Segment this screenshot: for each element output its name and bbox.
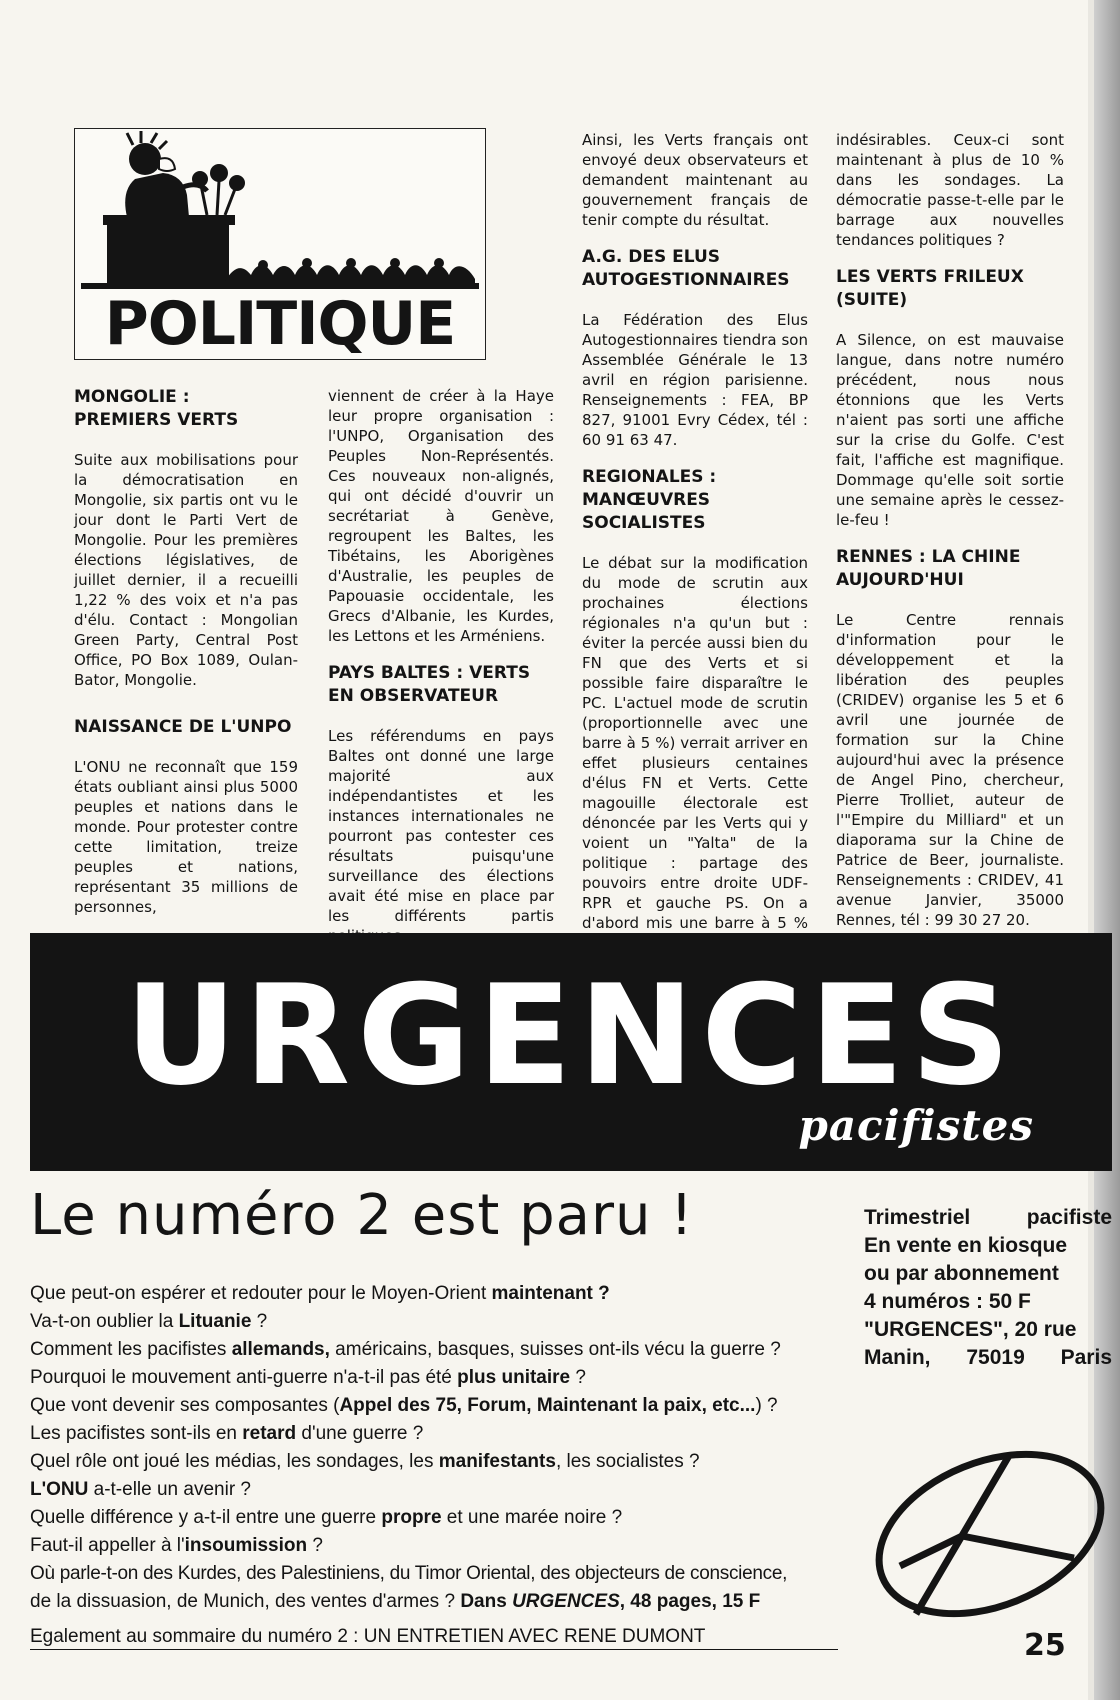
question-text: et une marée noire ? — [441, 1507, 623, 1528]
question-text: ? — [570, 1367, 586, 1388]
magazine-name: URGENCES — [512, 1591, 620, 1612]
question-line — [30, 1364, 850, 1392]
question-emphasis: L'ONU — [30, 1479, 89, 1500]
heading-line: AUJOURD'HUI — [836, 570, 964, 590]
question-text: ? — [307, 1535, 323, 1556]
frileux-heading — [836, 266, 1064, 312]
regionales-continued-text: indésirables. Ceux-ci sont maintenant à plus de 10 % dans les sondages. La démocratie passe-t-elle par le barrage aux nouvelles tendances politiques ? — [836, 131, 1064, 249]
question-emphasis: Dans — [460, 1591, 513, 1612]
question-text: Que vont devenir ses composantes ( — [30, 1395, 340, 1416]
info-word: ou par abonnement — [864, 1262, 1059, 1285]
info-word: Paris — [1060, 1346, 1112, 1369]
question-emphasis: allemands, — [231, 1339, 330, 1360]
politique-title: POLITIQUE — [104, 289, 456, 359]
question-text: Pourquoi le mouvement anti-guerre n'a-t-il pas été — [30, 1367, 458, 1388]
question-emphasis: Appel des 75, Forum, Maintenant la paix, etc... — [339, 1395, 756, 1416]
info-word: 4 numéros : 50 F — [864, 1290, 1031, 1313]
heading-line: SOCIALISTES — [582, 513, 706, 533]
question-line — [30, 1532, 850, 1560]
politique-header — [74, 128, 486, 360]
page-number: 25 — [1024, 1628, 1066, 1663]
baltes-continued-text: Ainsi, les Verts français ont envoyé deux observateurs et demandent maintenant au gouvernement français de tenir compte du résultat. — [582, 131, 808, 229]
question-text: ? — [251, 1311, 268, 1332]
column-1 — [74, 386, 298, 933]
question-line — [30, 1476, 850, 1504]
heading-line: EN OBSERVATEUR — [328, 686, 499, 706]
info-word: pacifiste — [1026, 1206, 1112, 1229]
question-line — [30, 1560, 850, 1588]
heading-line: MANŒUVRES — [582, 490, 711, 510]
info-word: 75019 — [966, 1346, 1025, 1369]
urgences-subtitle: pacifistes — [798, 1101, 1034, 1150]
question-line — [30, 1280, 850, 1308]
heading-line: RENNES : LA CHINE — [836, 547, 1021, 567]
question-text: , les socialistes ? — [555, 1451, 700, 1472]
questions-list — [30, 1280, 850, 1616]
question-line — [30, 1448, 850, 1476]
info-word: En vente en kiosque — [864, 1234, 1068, 1257]
question-line — [30, 1504, 850, 1532]
question-text: Les pacifistes sont-ils en — [30, 1423, 243, 1444]
info-line — [864, 1204, 1112, 1232]
column-3 — [582, 130, 808, 969]
heading-line: PREMIERS VERTS — [74, 410, 239, 430]
heading-line: AUTOGESTIONNAIRES — [582, 270, 790, 290]
regionales-text: Le débat sur la modification du mode de scrutin aux prochaines élections régionales n'a qu'un but : éviter la percée aussi bien du FN que des Verts et si possible faire disparaître le PC. L'actuel mode de scrutin (proportionnelle avec une barre à 5 %) verrait arriver en effet plusieurs centaines d'élus FN et Verts. Cette magouille électorale est dénoncée par les Verts qui y voient un "Yalta" de la politique : partage des pouvoirs entre droite UDF-RPR et gauche PS. On a d'abord mis une barre à 5 % — [582, 554, 808, 932]
info-line — [864, 1260, 1112, 1288]
question-text: américains, basques, suisses ont-ils vécu la guerre ? — [329, 1339, 781, 1360]
question-text: Comment les pacifistes — [30, 1339, 232, 1360]
question-emphasis: insoumission — [184, 1535, 308, 1556]
unpo-heading — [74, 716, 298, 739]
question-text: Que peut-on espérer et redouter pour le Moyen-Orient — [30, 1283, 492, 1304]
baltes-text: Les référendums en pays Baltes ont donné une large majorité aux indépendantistes et les instances internationales ne pourront pas contester ces résultats puisqu'une surveillance des élections avait été mise en place par les différents partis — [328, 727, 554, 925]
heading-line: REGIONALES : — [582, 467, 717, 487]
urgences-banner — [30, 933, 1112, 1171]
regionales-heading — [582, 466, 808, 535]
info-word: Trimestriel — [864, 1206, 971, 1229]
question-text: Va-t-on oublier la — [30, 1311, 179, 1332]
urgences-title: URGENCES — [124, 955, 1018, 1116]
rennes-text: Le Centre rennais d'information pour le développement et la libération des peuples (CRIDEV) organise les 5 et 6 avril une journée de formation sur la Chine aujourd'hui avec la présence de Angel Pino, chercheur, Pierre Trolliet, auteur de l'"Empire du Milliard" et un diaporama sur la Chine de Patrice de Beer, journaliste. Renseignements : CRIDEV, 41 avenue Janvier, 35000 Rennes, tél : 99 30 27 20. — [836, 611, 1064, 929]
ag-text: La Fédération des Elus Autogestionnaires tiendra son Assemblée Générale le 13 avril en région parisienne. Renseignements : FEA, BP 827, 91001 Evry Cédex, tél : 60 91 63 47. — [582, 311, 808, 449]
question-text: de la dissuasion, de Munich, des ventes d'armes ? — [30, 1591, 461, 1612]
heading-line: LES VERTS FRILEUX — [836, 267, 1024, 287]
rennes-heading — [836, 546, 1064, 592]
question-text: a-t-elle un avenir ? — [88, 1479, 252, 1500]
question-text: Faut-il appeller à l' — [30, 1535, 185, 1556]
question-text: Quel rôle ont joué les médias, les sondages, les — [30, 1451, 439, 1472]
question-text: Quelle différence y a-t-il entre une guerre — [30, 1507, 382, 1528]
question-line — [30, 1420, 850, 1448]
peace-sign-icon — [860, 1438, 1120, 1638]
question-text: d'une guerre ? — [296, 1423, 424, 1444]
question-text: Où parle-t-on des Kurdes, des Palestiniens, du Timor Oriental, des objecteurs de conscience, — [30, 1563, 788, 1584]
info-line — [864, 1344, 1112, 1372]
question-emphasis: , 48 pages, 15 F — [619, 1591, 761, 1612]
unpo-text: L'ONU ne reconnaît que 159 états oubliant ainsi plus 5000 peuples et nations dans le monde. Pour protester contre cette limitation, treize peuples et nations, représentant 35 millions de personnes, — [74, 758, 298, 916]
info-line — [864, 1316, 1112, 1344]
heading-line: NAISSANCE DE L'UNPO — [74, 717, 292, 737]
heading-line: (SUITE) — [836, 290, 908, 310]
heading-line: MONGOLIE : — [74, 387, 190, 407]
question-emphasis: retard — [242, 1423, 297, 1444]
column-4 — [836, 130, 1064, 946]
heading-line: PAYS BALTES : VERTS — [328, 663, 531, 683]
info-line — [864, 1288, 1112, 1316]
question-emphasis: plus unitaire — [457, 1367, 571, 1388]
info-word: Manin, — [864, 1346, 931, 1369]
ag-heading — [582, 246, 808, 292]
question-line — [30, 1308, 850, 1336]
summary-line: Egalement au sommaire du numéro 2 : UN ENTRETIEN AVEC RENE DUMONT — [30, 1625, 838, 1650]
question-text: ) ? — [755, 1395, 778, 1416]
column-2 — [328, 386, 554, 962]
heading-line: A.G. DES ELUS — [582, 247, 721, 267]
unpo-continued-text: viennent de créer à la Haye leur propre organisation : l'UNPO, Organisation des Peuples Non-Représentés. Ces nouveaux non-alignés, qui ont décidé d'ouvrir un secrétariat à Genève, regroupent les Baltes, les Tibétains, les Aborigènes d'Australie, les peuples de Papouasie occidentale, les Grecs d'Albanie, les Kurdes, les Lettons et les Arméniens. — [328, 387, 554, 645]
info-word: "URGENCES", 20 rue — [864, 1318, 1077, 1341]
mongolie-heading — [74, 386, 298, 432]
question-emphasis: manifestants — [438, 1451, 556, 1472]
question-emphasis: propre — [381, 1507, 442, 1528]
question-emphasis: maintenant ? — [491, 1283, 610, 1304]
question-line — [30, 1588, 850, 1616]
question-line — [30, 1336, 850, 1364]
speaker-crowd-illustration — [75, 129, 485, 299]
subscription-info — [864, 1204, 1112, 1372]
question-line — [30, 1392, 850, 1420]
mongolie-text: Suite aux mobilisations pour la démocratisation en Mongolie, six partis ont vu le jour dont le Parti Vert de Mongolie. Pour les premières élections législatives, de juillet dernier, il a recueilli 1,22 % des voix et n'a pas d'élu. Contact : Mongolian Green Party, Central Post Office, PO Box 1089, Oulan-Bator, Mongolie. — [74, 451, 298, 689]
info-line — [864, 1232, 1112, 1260]
urgences-headline: Le numéro 2 est paru ! — [30, 1183, 694, 1248]
question-emphasis: Lituanie — [178, 1311, 252, 1332]
baltes-heading — [328, 662, 554, 708]
frileux-text: A Silence, on est mauvaise langue, dans notre numéro précédent, nous nous étonnions que les Verts n'aient pas sorti une affiche sur la crise du Golfe. C'est fait, l'affiche est magnifique. Dommage qu'elle soit sortie une semaine après le cessez-le-feu ! — [836, 331, 1064, 529]
